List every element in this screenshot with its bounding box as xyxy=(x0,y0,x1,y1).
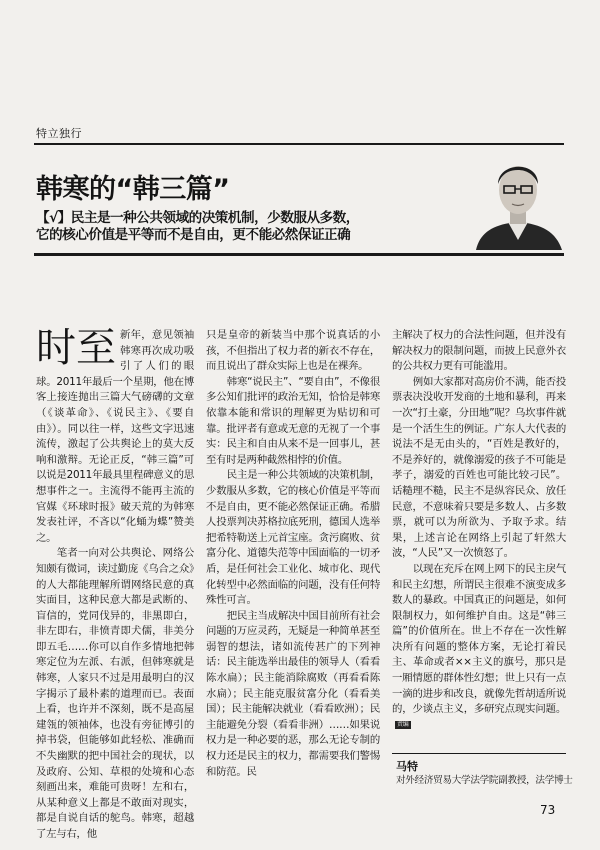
dropcap: 时至 xyxy=(36,325,116,371)
author-rule xyxy=(392,753,566,754)
paragraph: 主解决了权力的合法性问题，但并没有解决权力的限制问题，而披上民意外衣的公共权力更有可能滥用。 xyxy=(392,329,566,373)
article-column-2 xyxy=(206,328,380,780)
title-bottom-rule xyxy=(34,253,564,256)
subtitle xyxy=(36,210,476,244)
check-mark: 【√】 xyxy=(36,210,71,226)
paragraph: 只是皇帝的新装当中那个说真话的小孩，不但指出了权力者的新衣不存在，而且说出了群众实际上也是在裸奔。 xyxy=(206,329,380,373)
author-portrait xyxy=(470,150,566,250)
subtitle-line-1: 民主是一种公共领域的决策机制，少数服从多数， xyxy=(70,210,359,226)
article-column-1 xyxy=(36,325,194,843)
article-column-3 xyxy=(392,328,566,733)
paragraph: 民主是一种公共领域的决策机制，少数服从多数，它的核心价值是平等而不是自由，更不能必然保证正确。希腊人投票判决苏格拉底死刑，德国人选举把希特勒送上元首宝座。贪污腐败、贫富分化、道德失范等中国面临的一切矛盾，是任何社会工业化、城市化、现代化转型中必然面临的问题，没有任何特殊性可言。 xyxy=(206,469,380,607)
paragraph: 把民主当成解决中国目前所有社会问题的万应灵药，无疑是一种简单甚至弱智的想法，诸如流传甚广的下列神话：民主能选举出最佳的领导人（看看陈水扁）；民主能消除腐败（再看看陈水扁）；民主能克服贫富分化（看看美国）；民主能解决就业（看看欧洲）；民主能避免分裂（看看非洲）……如果说权力是一种必要的恶，那么无论专制的权力还是民主的权力，都需要我们警惕和防范。民 xyxy=(206,609,380,778)
paragraph: 新年，意见领袖韩寒再次成功吸引了人们的眼球。2011年最后一个星期，他在博客上接连抛出三篇大气磅礴的文章（《谈革命》、《说民主》、《要自由》）。同以往一样，这些文字迅速流传，激起了公共舆论上的莫大反响和激辩。无论正反，“韩三篇”可以说是2011年最具里程碑意义的思想事件之一。主流得不能再主流的官媒《环球时报》破天荒的为韩寒发表社评，不吝以“化蛹为蝶”赞美之。 xyxy=(36,329,194,544)
paragraph: 例如大家都对高房价不满，能否投票表决没收开发商的土地和暴利，再来一次“打土豪，分田地”呢？乌坎事件就是一个活生生的例证。广东人大代表的说法不是无由头的，“百姓是教好的，不是养好的，就像溺爱的孩子不可能是孝子，溺爱的百姓也可能比较刁民”。话糙理不糙，民主不是纵容民众、放任民意，不意味着只要是多数人、占多数票，就可以为所欲为、予取予求。结果，上述言论在网络上引起了轩然大波，“人民”又一次愤怒了。 xyxy=(392,375,566,560)
author-bio: 对外经济贸易大学法学院副教授，法学博士 xyxy=(396,775,573,786)
article-title: 韩寒的“韩三篇” xyxy=(36,174,230,205)
header-rule xyxy=(34,143,564,145)
subtitle-line-2: 它的核心价值是平等而不是自由，更不能必然保证正确 xyxy=(36,227,351,243)
paragraph: 韩寒“说民主”、“要自由”，不像很多公知们批评的政治无知，恰恰是韩寒依靠本能和常识的理解更为贴切和可靠。批评者有意或无意的无视了一个事实：民主和自由从来不是一回事儿，甚至有时是两种截然相悖的价值。 xyxy=(206,375,380,466)
paragraph xyxy=(392,562,566,734)
page-number: 73 xyxy=(540,803,556,817)
paragraph-text: 以现在充斥在网上网下的民主戾气和民主幻想，所谓民主很难不演变成多数人的暴政。中国真正的问题是，如何限制权力，如何维护自由。这是“韩三篇”的价值所在。世上不存在一次性解决所有问题的整体方案，无论打着民主、革命或者××主义的旗号，那只是一厢情愿的群体性幻想；世上只有一点一滴的进步和改良，就像先哲胡适所说的，少谈点主义，多研究点现实问题。 xyxy=(392,562,566,716)
end-mark: 责编 xyxy=(397,720,409,728)
section-label: 特立独行 xyxy=(36,127,82,140)
paragraph: 笔者一向对公共舆论、网络公知颇有微词，读过勤庞《乌合之众》的人大都能理解所谓网络民意的真实面目，这种民意大都是武断的、盲信的，党同伐异的，非黑即白，非左即右，非愤青即犬儒，非美分即五毛……你可以自作多情地把韩寒定位为左派、右派，但韩寒就是韩寒，人家只不过是用最明白的汉字揭示了最朴素的道理而已。表面上看，也许并不深刻，既不是高屋建瓴的领袖体，也没有旁征博引的掉书袋，但能够如此轻松、准确而不失幽默的把中国社会的现状，以及政府、公知、草根的处境和心态刻画出来，难能可贵呀！左和右，从某种意义上都是不敢面对现实，都是自说自话的鸵鸟。韩寒，超越了左与右，他 xyxy=(36,547,194,840)
author-name: 马特 xyxy=(396,760,418,773)
